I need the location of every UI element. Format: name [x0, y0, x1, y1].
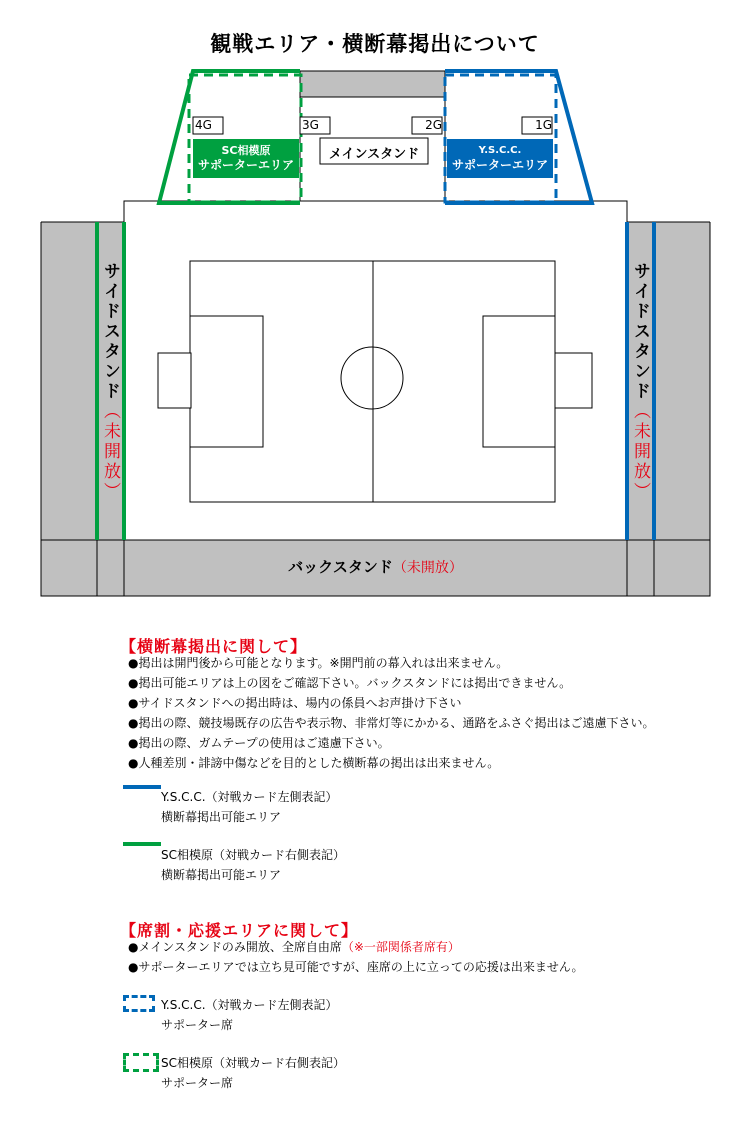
seat-legend-blue-line2: サポーター席 [161, 1018, 234, 1032]
banner-legend-blue [161, 787, 338, 827]
side-stand-right-main: サイドスタンド [630, 262, 650, 402]
back-stand-label [124, 556, 627, 577]
seat-legend-blue [161, 995, 338, 1035]
legend-green-line1: SC相模原（対戦カード右側表記） [161, 848, 345, 862]
legend-green-line2: 横断幕掲出可能エリア [161, 868, 282, 882]
seat-legend-blue-line1: Y.S.C.C.（対戦カード左側表記） [161, 998, 338, 1012]
banner-rule: ●掲出可能エリアは上の図をご確認下さい。バックスタンドには掲出できません。 [128, 676, 572, 690]
side-stand-right-label [628, 262, 652, 502]
side-stand-right-note: （未開放） [630, 402, 650, 502]
main-stand-label: メインスタンド [328, 147, 420, 162]
banner-rules-list [128, 653, 748, 773]
legend-green-solid-swatch [123, 842, 161, 846]
seat-rule-1-main: ●メインスタンドのみ開放、全席自由席 [128, 940, 342, 954]
legend-blue-dashed-swatch [123, 995, 155, 1012]
banner-legend-green [161, 845, 345, 885]
gate-4g-label: 4G [195, 118, 212, 132]
banner-rule: ●掲出の際、競技場既存の広告や表示物、非常灯等にかかる、通路をふさぐ掲出はご遠慮下さい。 [128, 716, 655, 730]
page-title: 観戦エリア・横断幕掲出について [210, 32, 540, 56]
yscc-supporter-area-outline [445, 75, 556, 202]
gate-2g-label: 2G [425, 118, 442, 132]
seat-rule-1-note: （※一部関係者席有） [341, 940, 460, 954]
sc-supporter-area-label [193, 143, 299, 173]
sc-area-line1: SC相模原 [221, 144, 271, 157]
back-stand-main: バックスタンド [288, 558, 393, 576]
back-stand-note: （未開放） [392, 560, 463, 576]
yscc-area-line1: Y.S.C.C. [478, 145, 522, 156]
side-stand-left-label [98, 262, 122, 502]
seat-rule-1 [128, 937, 460, 957]
main-stand-roof [300, 71, 445, 97]
gate-1g-label: 1G [535, 118, 552, 132]
seat-legend-green [161, 1053, 345, 1093]
side-stand-left-main: サイドスタンド [100, 262, 120, 402]
banner-rule: ●掲出は開門後から可能となります。※開門前の幕入れは出来ません。 [128, 656, 509, 670]
sc-area-line2: サポーターエリア [197, 158, 294, 172]
side-stand-left-note: （未開放） [100, 402, 120, 502]
seat-legend-green-line2: サポーター席 [161, 1076, 234, 1090]
sc-supporter-area-outline [189, 75, 301, 202]
banner-rule: ●人種差別・誹謗中傷などを目的とした横断幕の掲出は出来ません。 [128, 756, 500, 770]
yscc-supporter-area-label [447, 143, 553, 173]
banner-rule: ●サイドスタンドへの掲出時は、場内の係員へお声掛け下さい [128, 696, 462, 710]
legend-blue-line1: Y.S.C.C.（対戦カード左側表記） [161, 790, 338, 804]
gate-3g-label: 3G [302, 118, 319, 132]
legend-green-dashed-swatch [123, 1053, 159, 1072]
banner-section-heading: 【横断幕掲出に関して】 [120, 637, 308, 656]
yscc-area-line2: サポーターエリア [451, 158, 548, 172]
seat-section-heading: 【席割・応援エリアに関して】 [120, 921, 359, 940]
seat-legend-green-line1: SC相模原（対戦カード右側表記） [161, 1056, 345, 1070]
legend-blue-line2: 横断幕掲出可能エリア [161, 810, 282, 824]
legend-blue-solid-swatch [123, 785, 161, 789]
banner-rule: ●掲出の際、ガムテープの使用はご遠慮下さい。 [128, 736, 390, 750]
seat-rule-2: ●サポーターエリアでは立ち見可能ですが、座席の上に立っての応援は出来ません。 [128, 960, 584, 974]
